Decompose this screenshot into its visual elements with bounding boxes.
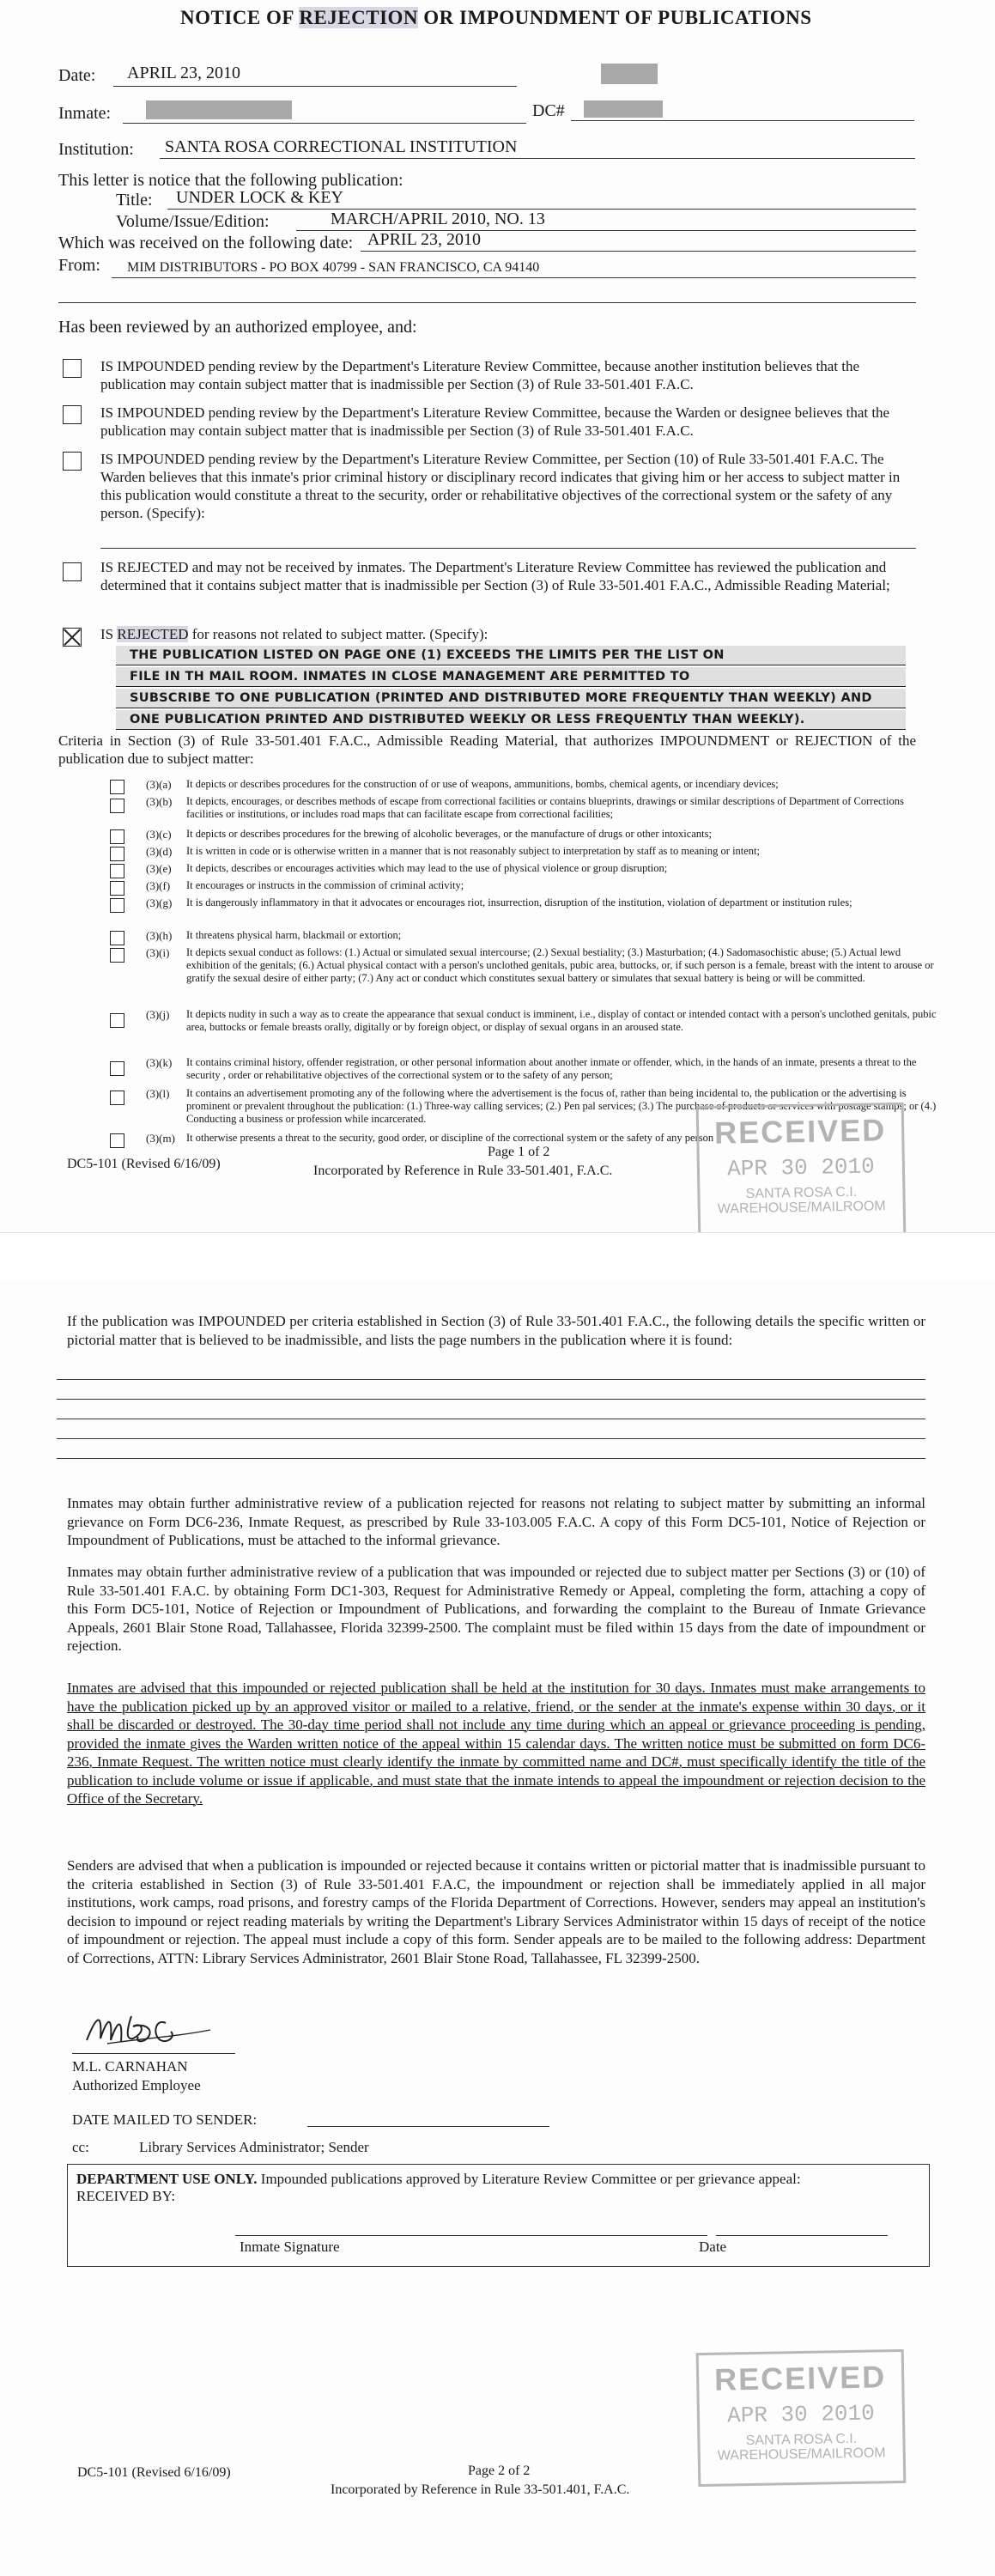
date-label: Date:	[58, 66, 96, 85]
date-underline	[113, 86, 517, 87]
inmate-name-redaction	[146, 100, 292, 119]
dc-label: DC#	[532, 101, 565, 120]
criteria-3m-checkbox[interactable]	[110, 1133, 124, 1148]
specify-reason-box	[116, 646, 906, 732]
institution-label: Institution:	[58, 140, 134, 159]
received-date-label: Which was received on the following date:	[58, 234, 354, 252]
received-date-value: APRIL 23, 2010	[367, 230, 482, 249]
option-text: IS IMPOUNDED pending review by the Department's Literature Review Committee, per Section (10) of Rule 33-501.401 F.A.C. The Warden believes that this inmate's prior criminal history or disciplinary record indicates that giving him or her access to subject matter in this publication would constitute a threat to the security, order or rehabilitative objectives of the correctional system or the safety of any person. (Specify):	[100, 451, 901, 521]
criteria-3k-checkbox[interactable]	[110, 1061, 124, 1076]
details-line	[57, 1399, 925, 1400]
option-text: IS IMPOUNDED pending review by the Department's Literature Review Committee, because the Warden or designee believes that the publication may contain subject matter that is inadmissible per Section (3) of Rule 33-501.401 F.A.C.	[100, 404, 890, 439]
notice-intro: This letter is notice that the following publication:	[58, 171, 403, 190]
received-stamp	[696, 1103, 907, 1240]
cc-label: cc:	[72, 2139, 89, 2155]
inmate-signature-line	[235, 2235, 707, 2236]
stamp-location: SANTA ROSA C.I. WAREHOUSE/MAILROOM	[717, 1184, 886, 1217]
institution-value: SANTA ROSA CORRECTIONAL INSTITUTION	[165, 137, 518, 156]
inmate-underline	[123, 123, 526, 124]
impounded-another-institution-checkbox[interactable]	[63, 359, 82, 378]
criteria-3c-checkbox[interactable]	[110, 829, 124, 844]
from-label: From:	[58, 256, 100, 275]
institution-underline	[160, 158, 915, 159]
criteria-3i-checkbox[interactable]	[110, 948, 124, 963]
inmate-label: Inmate:	[58, 104, 112, 123]
criteria-3h-checkbox[interactable]	[110, 931, 124, 945]
details-line	[57, 1379, 925, 1380]
holding-period-paragraph: Inmates are advised that this impounded or rejected publication shall be held at the institution for 30 days. Inmates must make arrangements to have the publication picked up by an approved visitor or mailed to a relative, friend, or the sender at the inmate's expense within 30 days, or it shall be discarded or destroyed. The 30-day time period shall not include any time during which an appeal or grievance proceeding is pending, provided the inmate gives the Warden written notice of the appeal within 15 calendar days. The written notice must be submitted on form DC6-236, Inmate Request. The written notice must clearly identify the inmate by committed name and DC#, must specifically identify the title of the publication to include volume or issue if applicable, and must state that the inmate intends to appeal the impoundment or rejection decision to the Office of the Secretary.	[67, 1680, 925, 1807]
stamp-date: APR 30 2010	[726, 2400, 875, 2429]
date-mailed-label: DATE MAILED TO SENDER:	[72, 2111, 258, 2128]
option-text: IS REJECTED and may not be received by inmates. The Department's Literature Review Committee has reviewed the publication and determined that it contains subject matter that is inadmissible per Section (3) of Rule 33-501.401 F.A.C., Admissible Reading Material;	[100, 559, 890, 593]
option-text: IS IMPOUNDED pending review by the Department's Literature Review Committee, because another institution believes that the publication may contain subject matter that is inadmissible per Section (3) of Rule 33-501.401 F.A.C.	[100, 358, 859, 392]
criteria-3a-checkbox[interactable]	[110, 780, 124, 794]
rejected-subject-matter-checkbox[interactable]	[63, 562, 82, 581]
stamp-word: RECEIVED	[713, 2359, 887, 2397]
title-label: Title:	[116, 191, 153, 210]
criteria-intro: Criteria in Section (3) of Rule 33-501.401 F.A.C., Admissible Reading Material, that authorizes IMPOUNDMENT or REJECTION of the publication due to subject matter:	[58, 732, 916, 767]
signer-name: M.L. CARNAHAN	[72, 2058, 188, 2075]
stamp-location: SANTA ROSA C.I. WAREHOUSE/MAILROOM	[717, 2431, 886, 2464]
cc-recipients: Library Services Administrator; Sender	[139, 2139, 369, 2155]
criteria-3l-checkbox[interactable]	[110, 1091, 124, 1105]
date-line	[716, 2235, 888, 2236]
page-separator	[0, 1232, 995, 1280]
redaction-block	[601, 64, 658, 84]
impounded-details-intro: If the publication was IMPOUNDED per criteria established in Section (3) of Rule 33-501.401 F.A.C., the following details the specific written or pictorial matter that is believed to be inadmissible, and lists the page numbers in the publication where it is found:	[67, 1313, 925, 1348]
department-use-box	[67, 2164, 930, 2267]
blank-underline	[58, 302, 916, 303]
criteria-3f-checkbox[interactable]	[110, 881, 124, 896]
specify-line: ONE PUBLICATION PRINTED AND DISTRIBUTED WEEKLY OR LESS FREQUENTLY THAN WEEKLY).	[116, 710, 906, 730]
received-by-label: RECEIVED BY:	[76, 2188, 176, 2204]
inmate-signature-label: Inmate Signature	[240, 2239, 340, 2255]
from-value: MIM DISTRIBUTORS - PO BOX 40799 - SAN FRANCISCO, CA 94140	[127, 260, 540, 275]
reviewed-text: Has been reviewed by an authorized employee, and:	[58, 318, 417, 337]
page-number: Page 1 of 2	[488, 1145, 550, 1159]
publication-title: UNDER LOCK & KEY	[176, 188, 343, 207]
signature-image	[82, 2006, 228, 2052]
form-page-1: NOTICE OF REJECTION OR IMPOUNDMENT OF PUBLICATIONS Date: APRIL 23, 2010 Inmate: DC# Institution: SANTA ROSA CORRECTIONAL INSTITUTION This letter is notice that the following publication: Title: UNDER LOCK & KEY Volume/Issue/Edition: MARCH/APRIL 2010, NO. 13 Which was received on the following date: APRIL 23, 2010 From: MIM DISTRIBUTORS - PO BOX 40799 - SAN FRANCISCO, CA 94140 Has been reviewed by an authorized employee, and: IS IMPOUNDED pending review by the Department's Literature Review Committee, because another institution believes that the publication may contain subject matter that is inadmissible per Section (3) of Rule 33-501.401 F.A.C. IS IMPOUNDED pending review by the Department's Literature Review Committee, because the Warden or designee believes that the publication may contain subject matter that is inadmissible per Section (3) of Rule 33-501.401 F.A.C. IS IMPOUNDED pending review by the Department's Literature Review Committee, per Section (10) of Rule 33-501.401 F.A.C. The Warden believes that this inmate's prior criminal history or disciplinary record indicates that giving him or her access to subject matter in this publication would constitute a threat to the security, order or rehabilitative objectives of the correctional system or the safety of any person. (Specify): IS REJECTED and may not be received by inmates. The Department's Literature Review Committee has reviewed the publication and determined that it contains subject matter that is inadmissible per Section (3) of Rule 33-501.401 F.A.C., Admissible Reading Material; IS REJECTED for reasons not related to subject matter. (Specify): THE PUBLICATION LISTED ON PAGE ONE (1) EXCEEDS THE LIMITS PER THE LIST ON FILE IN TH MAIL ROOM. INMATES IN CLOSE MANAGEMENT ARE PERMITTED TO SUBSCRIBE TO ONE PUBLICATION (PRINTED AND DISTRIBUTED MORE FREQUENTLY THAN WEEKLY) AND ONE PUBLICATION PRINTED AND DISTRIBUTED WEEKLY OR LESS FREQUENTLY THAN WEEKLY). Criteria in Section (3) of Rule 33-501.401 F.A.C., Admissible Reading Material, that authorizes IMPOUNDMENT or REJECTION of the publication due to subject matter: (3)(a) It depicts or describes procedures for the construction of or use of weapons, ammunitions, bombs, chemical agents, or incendiary devices; (3)(b) It depicts, encourages, or describes methods of escape from correctional facilities or contains blueprints, drawings or similar descriptions of Department of Corrections facilities or institutions, or includes road maps that can facilitate escape from correctional facilities; (3)(c) It depicts or describes procedures for the brewing of alcoholic beverages, or the manufacture of drugs or other intoxicants; (3)(d) It is written in code or is otherwise written in a manner that is not reasonably subject to interpretation by staff as to meaning or intent; (3)(e) It depicts, describes or encourages activities which may lead to the use of physical violence or group disruption; (3)(f) It encourages or instructs in the commission of criminal activity; (3)(g) It is dangerously inflammatory in that it advocates or encourages riot, insurrection, disruption of the institution, violation of department or institution rules; (3)(h) It threatens physical harm, blackmail or extortion; (3)(i) It depicts sexual conduct as follows: (1.) Actual or simulated sexual intercourse; (2.) Sexual bestiality; (3.) Masturbation; (4.) Sadomasochistic abuse; (5.) Actual lewd exhibition of the genitals; (6.) Actual physical contact with a person's unclothed genitals, pubic area, buttocks, or, if such person is a female, breast with the intent to arouse or gratify the sexual desire of either party; (7.) Any act or conduct which constitutes sexual battery or simulates that sexual battery is being or will be committed. (3)(j) It depicts nudity in such a way as to create the appearance that sexual conduct is imminent, i.e., display of contact or intended contact with a person's unclothed genitals, pubic area, buttocks or female breasts orally, digitally or by foreign object, or display of sexual organs in an aroused state. (3)(k) It contains criminal history, offender registration, or other personal information about another inmate or offender, which, in the hands of an inmate, presents a threat to the security , order or rehabilitative objectives of the correctional system or to the safety of any person; (3)(l) It contains an advertisement promoting any of the following where the advertisement is the focus of, rather than being incidental to, the publication or the advertising is prominent or prevalent throughout the publication: (1.) Three-way calling services; (2.) Pen pal services; (3.) The purchase of products or services with postage stamps; or (4.) Conducting a business or profession while incarcerated. (3)(m) It otherwise presents a threat to the security, good order, or discipline of the correctional system or the safety of any person DC5-101 (Revised 6/16/09) Page 1 of 2 Incorporated by Reference in Rule 33-501.401, F.A.C. RECEIVED APR 30 2010 SANTA ROSA C.I. WAREHOUSE/MAILROOM	[0, 0, 995, 1232]
stamp-date: APR 30 2010	[726, 1153, 875, 1182]
date-mailed-line	[307, 2126, 549, 2127]
specify-line: THE PUBLICATION LISTED ON PAGE ONE (1) EXCEEDS THE LIMITS PER THE LIST ON	[116, 646, 906, 665]
form-title: NOTICE OF REJECTION OR IMPOUNDMENT OF PUBLICATIONS	[180, 7, 812, 28]
details-line	[57, 1438, 925, 1439]
option-text: IS REJECTED for reasons not related to subject matter. (Specify):	[100, 626, 488, 642]
received-stamp	[696, 2349, 907, 2487]
date-value: APRIL 23, 2010	[127, 64, 241, 82]
senders-paragraph: Senders are advised that when a publication is impounded or rejected because it contains written or pictorial matter that is inadmissible pursuant to the criteria established in Section (3) of Rule 33-501.401 F.A.C, the impoundment or rejection shall be immediately applied in all major institutions, work camps, road prisons, and forestry camps of the Florida Department of Corrections. However, senders may appeal an institution's decision to impound or reject reading materials by writing the Department's Library Services Administrator within 15 days of receipt of the notice of impoundment or rejection. The appeal must include a copy of this form. Sender appeals are to be mailed to the following address: Department of Corrections, ATTN: Library Services Administrator, 2601 Blair Stone Road, Tallahassee, FL 32399-2500.	[67, 1857, 925, 1966]
received-underline	[361, 251, 916, 252]
incorporated-reference: Incorporated by Reference in Rule 33-501.401, F.A.C.	[313, 1163, 613, 1178]
date-label: Date	[699, 2239, 727, 2255]
impounded-section10-checkbox[interactable]	[63, 452, 82, 471]
signer-title: Authorized Employee	[72, 2077, 201, 2093]
specify-underline	[100, 548, 916, 549]
criteria-3j-checkbox[interactable]	[110, 1013, 124, 1028]
dc-number-redaction	[584, 100, 663, 118]
dc-underline	[571, 120, 914, 121]
page-number: Page 2 of 2	[468, 2464, 531, 2478]
from-underline	[112, 277, 916, 278]
specify-line: SUBSCRIBE TO ONE PUBLICATION (PRINTED AND DISTRIBUTED MORE FREQUENTLY THAN WEEKLY) AND	[116, 689, 906, 708]
criteria-3e-checkbox[interactable]	[110, 864, 124, 878]
rejected-other-reasons-checkbox[interactable]	[63, 628, 82, 647]
grievance-paragraph: Inmates may obtain further administrative review of a publication rejected for reasons not relating to subject matter by submitting an informal grievance on Form DC6-236, Inmate Request, as prescribed by Rule 33-103.005 F.A.C. A copy of this Form DC5-101, Notice of Rejection or Impoundment of Publications, must be attached to the informal grievance.	[67, 1495, 925, 1548]
volume-value: MARCH/APRIL 2010, NO. 13	[331, 210, 545, 228]
incorporated-reference: Incorporated by Reference in Rule 33-501.401, F.A.C.	[331, 2482, 630, 2497]
criteria-3g-checkbox[interactable]	[110, 898, 124, 913]
administrative-review-paragraph: Inmates may obtain further administrative review of a publication that was impounded or rejected due to subject matter per Sections (3) or (10) of Rule 33-501.401 F.A.C. by obtaining Form DC1-303, Request for Administrative Remedy or Appeal, completing the form, attaching a copy of this Form DC5-101, Notice of Rejection or Impoundment of Publications, and forwarding the complaint to the Bureau of Inmate Grievance Appeals, 2601 Blair Stone Road, Tallahassee, Florida 32399-2500. The complaint must be filed within 15 days from the date of impoundment or rejection.	[67, 1564, 925, 1654]
criteria-3d-checkbox[interactable]	[110, 847, 124, 861]
criteria-3b-checkbox[interactable]	[110, 799, 124, 813]
form-id: DC5-101 (Revised 6/16/09)	[67, 1157, 221, 1171]
impounded-warden-checkbox[interactable]	[63, 405, 82, 424]
stamp-word: RECEIVED	[713, 1112, 887, 1151]
signature-line	[72, 2053, 235, 2054]
dept-use-text: DEPARTMENT USE ONLY. Impounded publications approved by Literature Review Committee or per grievance appeal:	[76, 2171, 801, 2187]
volume-label: Volume/Issue/Edition:	[116, 212, 270, 231]
specify-line: FILE IN TH MAIL ROOM. INMATES IN CLOSE MANAGEMENT ARE PERMITTED TO	[116, 667, 906, 687]
details-line	[57, 1458, 925, 1459]
form-id: DC5-101 (Revised 6/16/09)	[77, 2465, 231, 2480]
